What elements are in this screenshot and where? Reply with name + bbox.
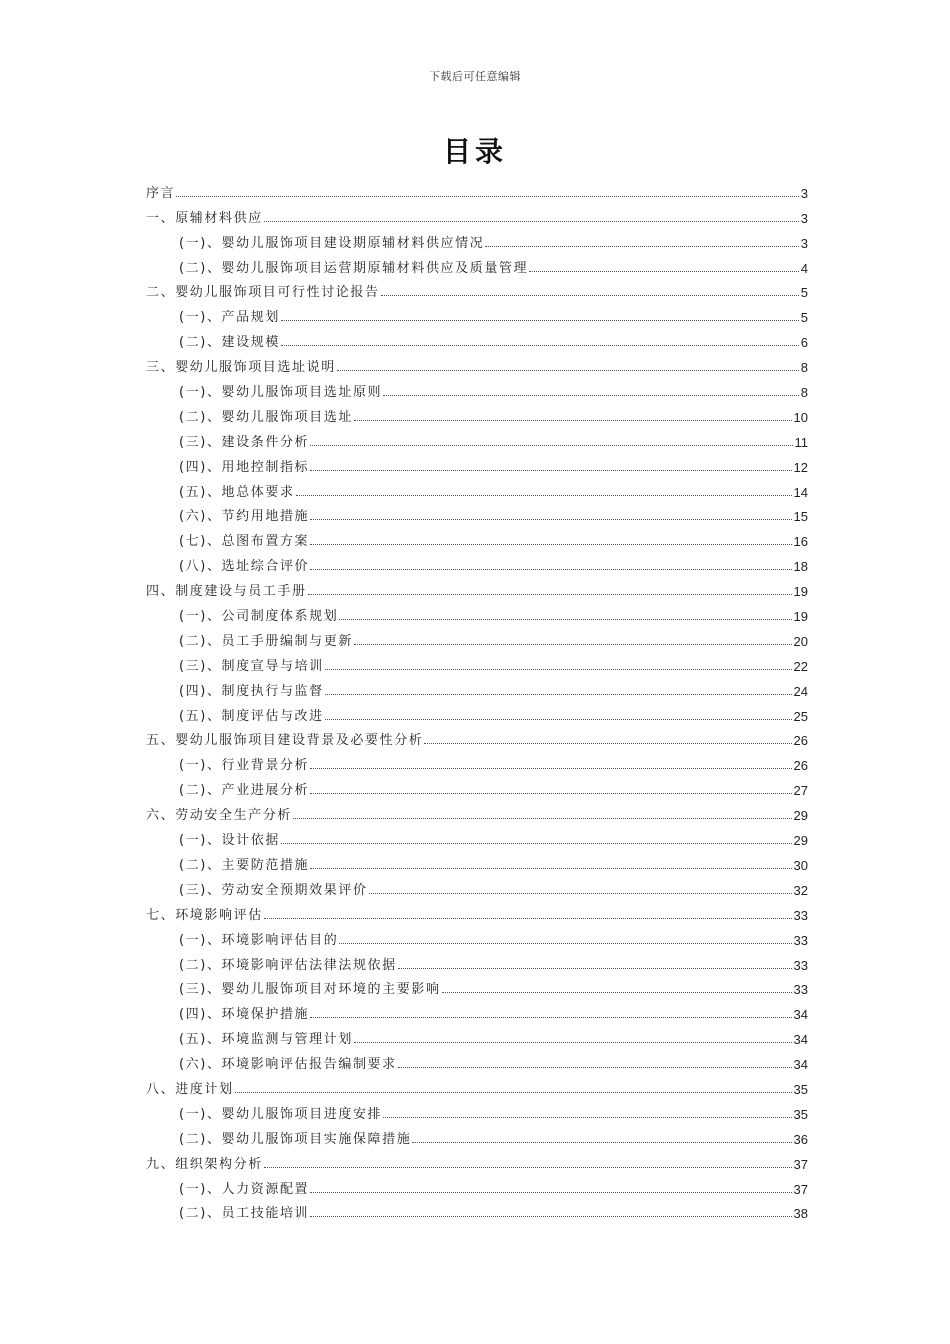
toc-entry-section[interactable] — [146, 1072, 808, 1097]
toc-dot-leader — [339, 619, 791, 620]
toc-page-number: 25 — [793, 708, 808, 724]
toc-entry-label: (二)、产业进展分析 — [179, 783, 310, 799]
toc-dot-leader — [310, 1216, 791, 1217]
toc-page-number: 29 — [793, 808, 808, 824]
toc-entry-label: 五、婴幼儿服饰项目建设背景及必要性分析 — [146, 733, 424, 749]
toc-entry-label: (二)、主要防范措施 — [179, 857, 310, 873]
toc-page-number: 15 — [793, 509, 808, 525]
toc-page-number: 34 — [793, 1032, 808, 1048]
toc-entry-subsection[interactable] — [146, 674, 808, 699]
toc-dot-leader — [529, 271, 799, 272]
toc-page-number: 38 — [793, 1206, 808, 1222]
toc-dot-leader — [398, 968, 792, 969]
toc-entry-label: (七)、总图布置方案 — [179, 534, 310, 550]
toc-entry-section[interactable] — [146, 724, 808, 749]
toc-entry-label: (五)、地总体要求 — [179, 484, 295, 500]
toc-dot-leader — [310, 1017, 791, 1018]
toc-entry-label: 二、婴幼儿服饰项目可行性讨论报告 — [146, 285, 380, 301]
toc-dot-leader — [293, 818, 792, 819]
toc-entry-subsection[interactable] — [146, 873, 808, 898]
toc-page-number: 33 — [793, 957, 808, 973]
toc-entry-subsection[interactable] — [146, 748, 808, 773]
toc-entry-label: (一)、婴幼儿服饰项目进度安排 — [179, 1106, 383, 1122]
toc-entry-subsection[interactable] — [146, 773, 808, 798]
toc-dot-leader — [310, 768, 791, 769]
toc-title: 目录 — [442, 135, 507, 168]
toc-entry-subsection[interactable] — [146, 599, 808, 624]
toc-dot-leader — [383, 395, 799, 396]
toc-page-number: 26 — [793, 758, 808, 774]
toc-entry-label: (二)、婴幼儿服饰项目运营期原辅材料供应及质量管理 — [179, 260, 529, 276]
toc-page-number: 32 — [793, 882, 808, 898]
toc-entry-subsection[interactable] — [146, 848, 808, 873]
toc-entry-subsection[interactable] — [146, 251, 808, 276]
toc-page-number: 34 — [793, 1057, 808, 1073]
toc-entry-subsection[interactable] — [146, 475, 808, 500]
toc-entry-subsection[interactable] — [146, 1047, 808, 1072]
toc-entry-section[interactable] — [146, 1147, 808, 1172]
toc-entry-label: (四)、用地控制指标 — [179, 459, 310, 475]
toc-entry-label: (一)、婴幼儿服饰项目选址原则 — [179, 385, 383, 401]
toc-dot-leader — [310, 1192, 791, 1193]
toc-dot-leader — [310, 470, 791, 471]
toc-entry-label: (三)、建设条件分析 — [179, 434, 310, 450]
toc-entry-label: (二)、员工技能培训 — [179, 1206, 310, 1222]
toc-page-number: 26 — [793, 733, 808, 749]
toc-dot-leader — [412, 1142, 791, 1143]
toc-page-number: 37 — [793, 1181, 808, 1197]
toc-page-number: 37 — [793, 1156, 808, 1172]
toc-entry-subsection[interactable] — [146, 325, 808, 350]
toc-dot-leader — [310, 519, 791, 520]
toc-dot-leader — [264, 1167, 792, 1168]
toc-dot-leader — [485, 246, 798, 247]
toc-page-number: 20 — [793, 633, 808, 649]
toc-entry-section[interactable] — [146, 176, 808, 201]
toc-page-number: 29 — [793, 833, 808, 849]
toc-dot-leader — [296, 495, 792, 496]
toc-dot-leader — [325, 669, 792, 670]
toc-page-number: 33 — [793, 907, 808, 923]
toc-dot-leader — [381, 295, 799, 296]
toc-entry-label: 三、婴幼儿服饰项目选址说明 — [146, 360, 336, 376]
toc-entry-label: (四)、制度执行与监督 — [179, 683, 324, 699]
toc-entry-label: (五)、环境监测与管理计划 — [179, 1032, 353, 1048]
toc-entry-label: 八、进度计划 — [146, 1081, 234, 1097]
toc-dot-leader — [354, 644, 792, 645]
toc-dot-leader — [264, 918, 792, 919]
toc-page-number: 12 — [793, 459, 808, 475]
toc-entry-subsection[interactable] — [146, 973, 808, 998]
toc-dot-leader — [424, 743, 791, 744]
toc-dot-leader — [281, 345, 799, 346]
toc-page-number: 19 — [793, 584, 808, 600]
toc-dot-leader — [176, 196, 799, 197]
toc-entry-subsection[interactable] — [146, 1172, 808, 1197]
toc-entry-label: (一)、环境影响评估目的 — [179, 932, 339, 948]
toc-entry-label: 七、环境影响评估 — [146, 907, 263, 923]
toc-entry-section[interactable] — [146, 898, 808, 923]
toc-entry-label: (六)、环境影响评估报告编制要求 — [179, 1057, 397, 1073]
toc-page-number: 4 — [800, 260, 808, 276]
toc-page-number: 11 — [794, 434, 808, 450]
toc-entry-subsection[interactable] — [146, 500, 808, 525]
toc-entry-label: 一、原辅材料供应 — [146, 210, 263, 226]
toc-entry-subsection[interactable] — [146, 450, 808, 475]
toc-entry-label: (一)、行业背景分析 — [179, 758, 310, 774]
toc-dot-leader — [398, 1067, 792, 1068]
toc-dot-leader — [354, 1042, 792, 1043]
toc-dot-leader — [310, 445, 792, 446]
toc-entry-section[interactable] — [146, 350, 808, 375]
toc-dot-leader — [264, 221, 799, 222]
toc-page-number: 5 — [800, 310, 808, 326]
toc-page-number: 33 — [793, 982, 808, 998]
toc-entry-label: 六、劳动安全生产分析 — [146, 808, 293, 824]
toc-entry-subsection[interactable] — [146, 823, 808, 848]
toc-page-number: 35 — [793, 1106, 808, 1122]
toc-entry-label: (一)、设计依据 — [179, 833, 280, 849]
table-of-contents — [146, 176, 808, 1221]
toc-page-number: 8 — [800, 360, 808, 376]
toc-dot-leader — [310, 544, 791, 545]
toc-dot-leader — [281, 320, 799, 321]
toc-entry-subsection[interactable] — [146, 226, 808, 251]
toc-page-number: 24 — [793, 683, 808, 699]
toc-page-number: 27 — [793, 783, 808, 799]
toc-entry-label: 序言 — [146, 185, 176, 201]
toc-dot-leader — [325, 694, 792, 695]
toc-entry-label: (三)、婴幼儿服饰项目对环境的主要影响 — [179, 982, 441, 998]
toc-entry-subsection[interactable] — [146, 1097, 808, 1122]
toc-page-number: 3 — [800, 185, 808, 201]
toc-entry-label: (二)、员工手册编制与更新 — [179, 633, 353, 649]
toc-entry-label: (三)、制度宣导与培训 — [179, 658, 324, 674]
toc-entry-label: 九、组织架构分析 — [146, 1156, 263, 1172]
toc-entry-label: (一)、婴幼儿服饰项目建设期原辅材料供应情况 — [179, 235, 485, 251]
toc-entry-subsection[interactable] — [146, 699, 808, 724]
toc-page-number: 6 — [800, 335, 808, 351]
toc-entry-label: (二)、环境影响评估法律法规依据 — [179, 957, 397, 973]
toc-page-number: 3 — [800, 210, 808, 226]
toc-entry-label: (三)、劳动安全预期效果评价 — [179, 882, 368, 898]
toc-entry-label: 四、制度建设与员工手册 — [146, 584, 307, 600]
toc-page-number: 14 — [793, 484, 808, 500]
toc-page-number: 3 — [800, 235, 808, 251]
toc-dot-leader — [383, 1117, 791, 1118]
toc-entry-subsection[interactable] — [146, 1122, 808, 1147]
toc-entry-label: (二)、婴幼儿服饰项目实施保障措施 — [179, 1131, 412, 1147]
toc-entry-subsection[interactable] — [146, 400, 808, 425]
toc-entry-subsection[interactable] — [146, 425, 808, 450]
toc-page-number: 19 — [793, 609, 808, 625]
toc-entry-label: (六)、节约用地措施 — [179, 509, 310, 525]
toc-dot-leader — [325, 719, 792, 720]
toc-dot-leader — [442, 992, 792, 993]
toc-page-number: 18 — [793, 559, 808, 575]
toc-entry-section[interactable] — [146, 276, 808, 301]
toc-dot-leader — [310, 793, 791, 794]
toc-dot-leader — [310, 569, 791, 570]
toc-entry-subsection[interactable] — [146, 923, 808, 948]
toc-entry-subsection[interactable] — [146, 549, 808, 574]
toc-page-number: 34 — [793, 1007, 808, 1023]
page-header-note: 下载后可任意编辑 — [429, 70, 521, 83]
toc-dot-leader — [281, 843, 792, 844]
toc-dot-leader — [369, 893, 792, 894]
toc-entry-label: (五)、制度评估与改进 — [179, 708, 324, 724]
toc-entry-subsection[interactable] — [146, 300, 808, 325]
toc-entry-section[interactable] — [146, 798, 808, 823]
toc-entry-label: (二)、婴幼儿服饰项目选址 — [179, 409, 353, 425]
toc-entry-subsection[interactable] — [146, 1197, 808, 1222]
toc-page-number: 22 — [793, 658, 808, 674]
toc-page-number: 8 — [800, 385, 808, 401]
toc-dot-leader — [337, 370, 799, 371]
toc-entry-label: (一)、产品规划 — [179, 310, 280, 326]
toc-entry-label: (一)、公司制度体系规划 — [179, 609, 339, 625]
toc-entry-label: (一)、人力资源配置 — [179, 1181, 310, 1197]
toc-dot-leader — [354, 420, 792, 421]
toc-page-number: 35 — [793, 1081, 808, 1097]
toc-entry-subsection[interactable] — [146, 375, 808, 400]
toc-entry-label: (八)、选址综合评价 — [179, 559, 310, 575]
toc-page-number: 5 — [800, 285, 808, 301]
toc-entry-subsection[interactable] — [146, 1022, 808, 1047]
toc-page-number: 33 — [793, 932, 808, 948]
toc-page-number: 36 — [793, 1131, 808, 1147]
toc-dot-leader — [310, 868, 791, 869]
toc-entry-subsection[interactable] — [146, 524, 808, 549]
toc-entry-subsection[interactable] — [146, 997, 808, 1022]
toc-entry-label: (二)、建设规模 — [179, 335, 280, 351]
toc-entry-subsection[interactable] — [146, 624, 808, 649]
toc-entry-label: (四)、环境保护措施 — [179, 1007, 310, 1023]
toc-page-number: 16 — [793, 534, 808, 550]
toc-entry-section[interactable] — [146, 574, 808, 599]
toc-dot-leader — [339, 943, 791, 944]
toc-entry-subsection[interactable] — [146, 948, 808, 973]
toc-dot-leader — [235, 1092, 792, 1093]
toc-dot-leader — [308, 594, 792, 595]
toc-entry-section[interactable] — [146, 201, 808, 226]
toc-page-number: 10 — [793, 409, 808, 425]
toc-page-number: 30 — [793, 857, 808, 873]
toc-entry-subsection[interactable] — [146, 649, 808, 674]
